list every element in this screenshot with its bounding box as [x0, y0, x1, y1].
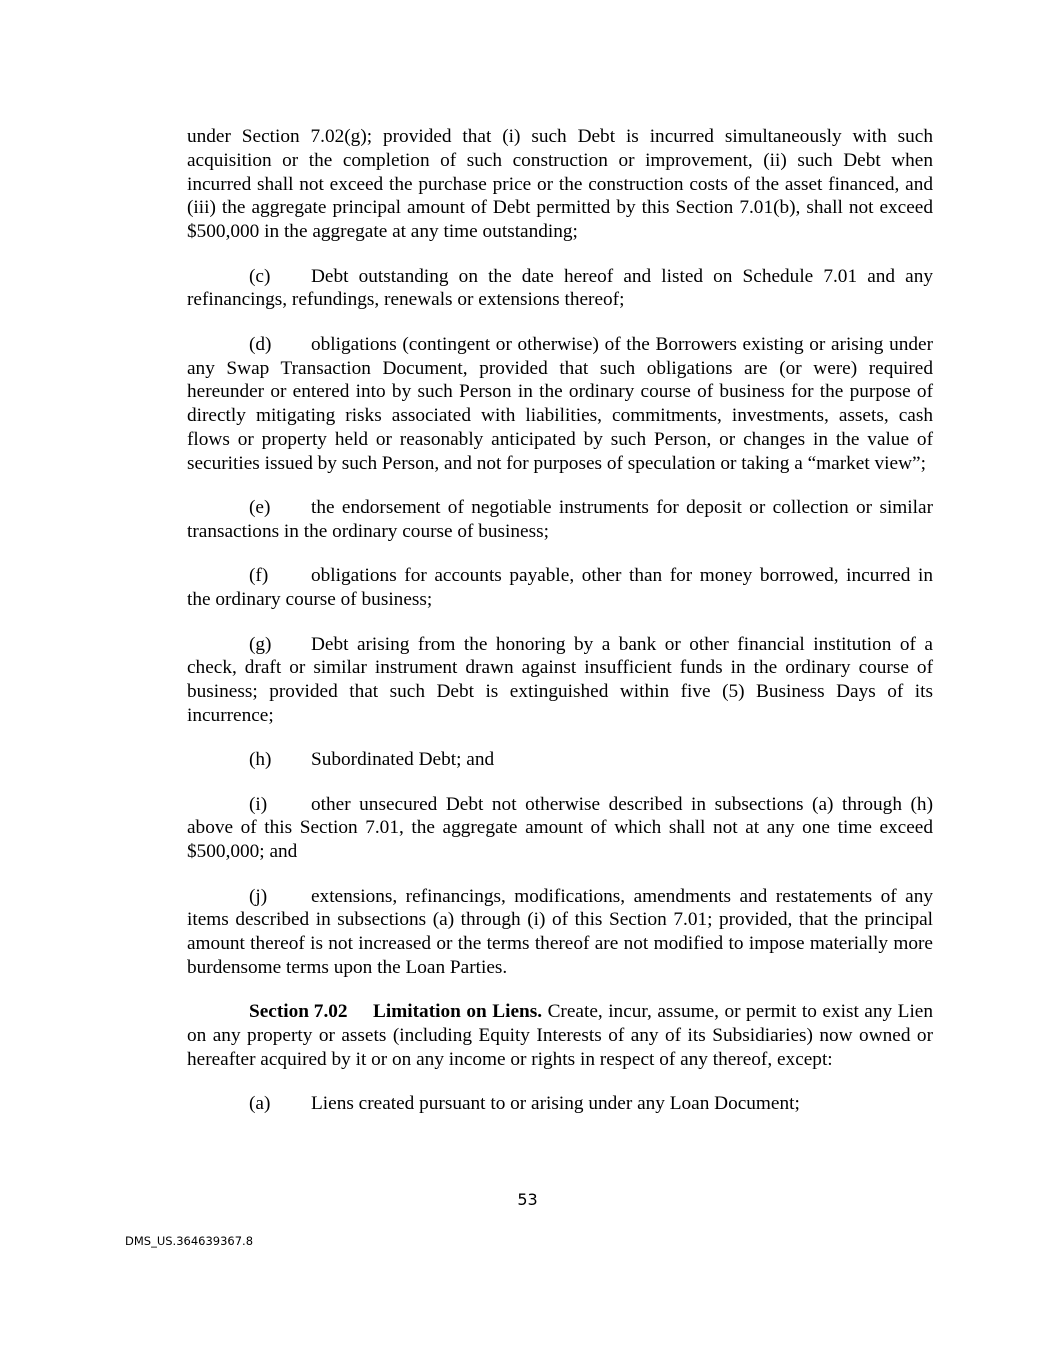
clause-label: (d) — [249, 333, 272, 355]
clause-text: Liens created pursuant to or arising under any Loan Document; — [311, 1093, 800, 1115]
clause-text: Debt arising from the honoring by a bank or other financial institution of a check, draft or similar instrument drawn against insufficient funds in the ordinary course of business; provided that such Debt is extinguished within five (5) Business Days of its incurrence; — [187, 633, 933, 726]
clause-text: obligations (contingent or otherwise) of the Borrowers existing or arising under any Swap Transaction Document, provided that such obligations are (or were) required hereunder or entered into by such Person in the ordinary course of business for the purpose of directly mitigating risks associated with liabilities, commitments, investments, assets, cash flows or property held or reasonably anticipated by such Person, or changes in the value of securities issued by such Person, and not for purposes of speculation or taking a “market view”; — [187, 333, 933, 474]
document-id: DMS_US.364639367.8 — [125, 1234, 254, 1248]
clause-label: (i) — [249, 793, 268, 815]
clause-label: (a) — [249, 1093, 271, 1115]
section-text: Create, incur, assume, or permit to exist any Lien on any property or assets (including Equity Interests of any of its Subsidiaries) now owned or hereafter acquired by it or on any income or rights in respect of any thereof, except: — [187, 1001, 933, 1071]
clause-text: other unsecured Debt not otherwise described in subsections (a) through (h) above of this Section 7.01, the aggregate amount of which shall not at any one time exceed $500,000; and — [187, 793, 933, 863]
section-7-02 — [187, 1000, 933, 1071]
clause-label: (c) — [249, 265, 271, 287]
clause-label: (e) — [249, 497, 271, 519]
page-number: 53 — [517, 1190, 538, 1209]
clause-i — [187, 793, 933, 864]
section-clause-a — [187, 1092, 933, 1116]
clause-label: (g) — [249, 633, 272, 655]
clause-f — [187, 564, 933, 612]
clause-c — [187, 265, 933, 313]
clause-label: (j) — [249, 885, 268, 907]
continuation-paragraph: under Section 7.02(g); provided that (i) such Debt is incurred simultaneously with such acquisition or the completion of such construction or improvement, (ii) such Debt when incurred shall not exceed the purchase price or the construction costs of the asset financed, and (iii) the aggregate principal amount of Debt permitted by this Section 7.01(b), shall not exceed $500,000 in the aggregate at any time outstanding; — [187, 126, 933, 243]
section-number: Section 7.02 — [249, 1001, 348, 1023]
section-title: Limitation on Liens. — [373, 1001, 543, 1023]
clause-text: the endorsement of negotiable instruments for deposit or collection or similar transactions in the ordinary course of business; — [187, 497, 933, 542]
document-body — [187, 125, 933, 1137]
clause-label: (h) — [249, 749, 272, 771]
clause-d — [187, 333, 933, 476]
clause-g — [187, 633, 933, 728]
clause-j — [187, 885, 933, 980]
clause-e — [187, 496, 933, 544]
clause-text: Subordinated Debt; and — [311, 749, 495, 771]
clause-text: obligations for accounts payable, other than for money borrowed, incurred in the ordinary course of business; — [187, 565, 933, 611]
clause-text: extensions, refinancings, modifications, amendments and restatements of any items described in subsections (a) through (i) of this Section 7.01; provided, that the principal amount thereof is not increased or the terms thereof are not modified to impose materially more burdensome terms upon the Loan Parties. — [187, 885, 933, 979]
clause-label: (f) — [249, 565, 269, 587]
clause-text: Debt outstanding on the date hereof and listed on Schedule 7.01 and any refinancings, refundings, renewals or extensions thereof; — [187, 265, 933, 311]
clause-h — [187, 748, 933, 772]
